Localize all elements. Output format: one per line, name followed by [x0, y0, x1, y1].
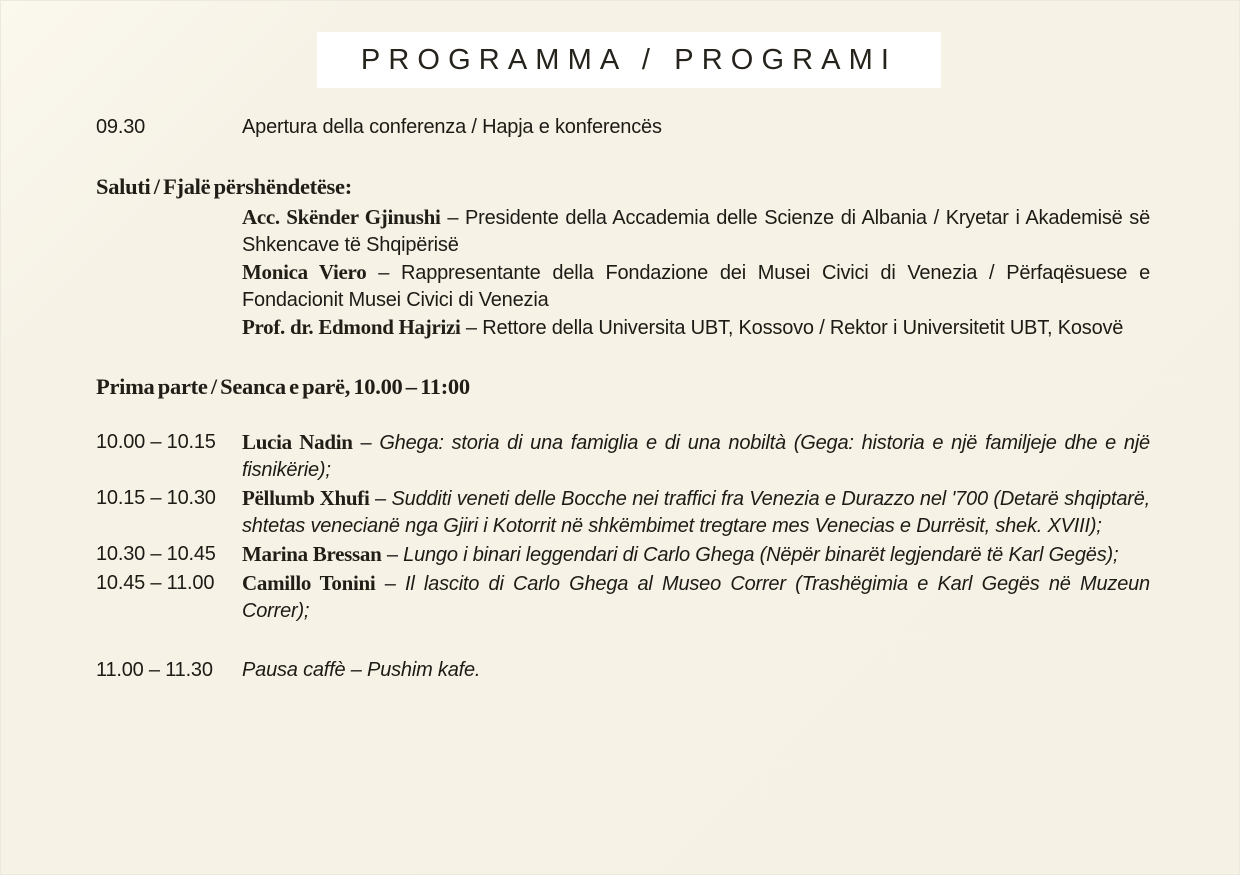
talk-entry [242, 541, 1150, 569]
time-label: 10.30 – 10.45 [96, 543, 216, 565]
time-label: 10.15 – 10.30 [96, 487, 216, 509]
talk-title: Sudditi veneti delle Bocche nei traffici fra Venezia e Durazzo nel '700 (Detarë shqiptarë, shtetas venecianë nga Gjiri i Kotorrit në shkëmbimet tregtare mes Venecias e Durrësit, shek. XVIII); [242, 488, 1151, 537]
time-label: 09.30 [96, 116, 146, 138]
time-label: 11.00 – 11.30 [96, 659, 213, 681]
speaker-name: Prof. dr. Edmond Hajrizi [242, 315, 461, 339]
dash-separator: – [384, 573, 396, 595]
talk-title: Lungo i binari leggendari di Carlo Ghega (Nëpër binarët legjendarë të Karl Gegës); [403, 544, 1119, 566]
speaker-role: Presidente della Accademia delle Scienze di Albania / Kryetar i Akademisë së Shkencave të Shqipërisë [242, 207, 1151, 256]
speaker-name: Acc. Skënder Gjinushi [242, 205, 441, 229]
talk-title: Il lascito di Carlo Ghega al Museo Correr (Trashëgimia e Karl Gegës në Muzeun Correr); [242, 573, 1150, 622]
session-item [96, 570, 1150, 625]
greetings-heading: Saluti / Fjalë përshëndetëse: [96, 174, 352, 199]
coffee-break-text: Pausa caffè – Pushim kafe. [242, 659, 481, 681]
opening-text: Apertura della conferenza / Hapja e konferencës [242, 116, 662, 138]
dash-separator: – [360, 432, 372, 454]
speaker-name: Lucia Nadin [242, 430, 353, 454]
speaker-name: Camillo Tonini [242, 571, 376, 595]
session-heading: Prima parte / Seanca e parë, 10.00 – 11:00 [96, 374, 470, 399]
dash-separator: – [375, 488, 386, 510]
dash-separator: – [465, 317, 477, 339]
talk-entry [242, 429, 1150, 484]
coffee-break-row [96, 657, 1150, 684]
speaker-entry [242, 204, 1150, 259]
speaker-role: Rettore della Universita UBT, Kossovo / Rektor i Universitetit UBT, Kosovë [482, 317, 1124, 339]
opening-row [96, 114, 1150, 141]
speaker-name: Monica Viero [242, 260, 367, 284]
session-item [96, 429, 1150, 484]
page-title: PROGRAMMA / PROGRAMI [360, 43, 898, 76]
speaker-role: Rappresentante della Fondazione dei Musei Civici di Venezia / Përfaqësuese e Fondacionit Musei Civici di Venezia [242, 262, 1150, 311]
dash-separator: – [378, 262, 390, 284]
session-item [96, 541, 1150, 569]
program-content [0, 114, 1240, 684]
speaker-name: Marina Bressan [242, 542, 382, 566]
dash-separator: – [386, 544, 398, 566]
talk-entry [242, 485, 1150, 540]
speaker-entry [242, 314, 1150, 342]
time-label: 10.00 – 10.15 [96, 431, 216, 453]
speaker-name: Pëllumb Xhufi [242, 486, 370, 510]
session-items [96, 429, 1150, 625]
session-item [96, 485, 1150, 540]
dash-separator: – [447, 207, 459, 229]
time-label: 10.45 – 11.00 [96, 572, 215, 594]
talk-entry [242, 570, 1150, 625]
title-banner [317, 32, 941, 88]
speaker-entry [242, 259, 1150, 314]
talk-title: Ghega: storia di una famiglia e di una nobiltà (Gega: historia e një familjeje dhe e një fisnikërie); [242, 432, 1150, 481]
greetings-speakers [96, 204, 1150, 342]
